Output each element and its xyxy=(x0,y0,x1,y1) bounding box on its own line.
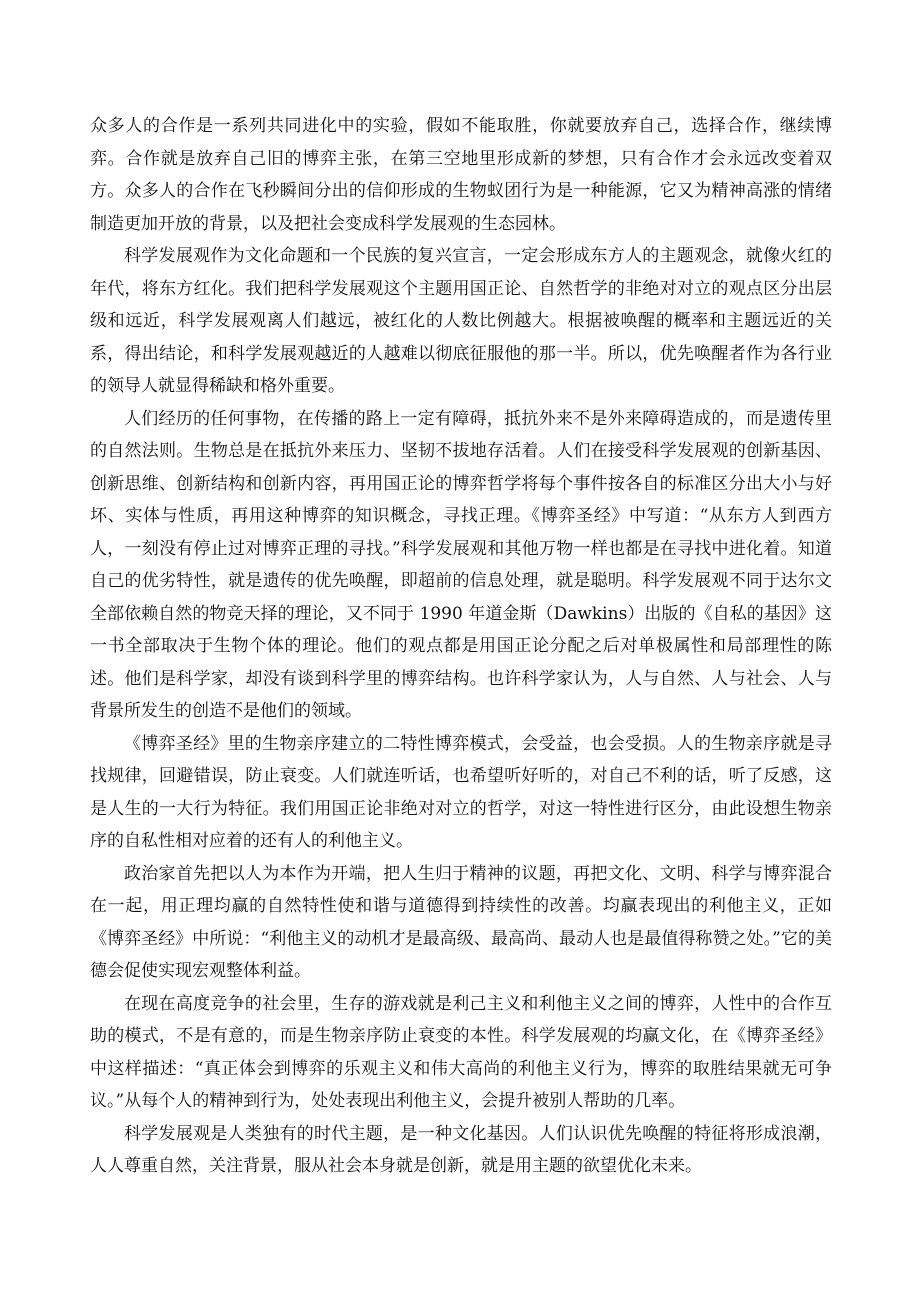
paragraph-2: 科学发展观作为文化命题和一个民族的复兴宣言，一定会形成东方人的主题观念，就像火红的年代，将东方红化。我们把科学发展观这个主题用国正论、自然哲学的非绝对对立的观点区分出层级和远近，科学发展观离人们越远，被红化的人数比例越大。根据被唤醒的概率和主题远近的关系，得出结论，和科学发展观越近的人越难以彻底征服他的那一半。所以，优先唤醒者作为各行业的领导人就显得稀缺和格外重要。 xyxy=(90,246,832,396)
document-body xyxy=(90,110,832,1183)
paragraph-5: 政治家首先把以人为本作为开端，把人生归于精神的议题，再把文化、文明、科学与博弈混合在一起，用正理均赢的自然特性使和谐与道德得到持续性的改善。均赢表现出的利他主义，正如《博弈圣经》中所说：“利他主义的动机才是最高级、最高尚、最动人也是最值得称赞之处。”它的美德会促使实现宏观整体利益。 xyxy=(90,863,832,981)
paragraph-3: 人们经历的任何事物，在传播的路上一定有障碍，抵抗外来不是外来障碍造成的，而是遗传里的自然法则。生物总是在抵抗外来压力、坚韧不拔地存活着。人们在接受科学发展观的创新基因、创新思维、创新结构和创新内容，再用国正论的博弈哲学将每个事件按各自的标准区分出大小与好坏、实体与性质，再用这种博弈的知识概念，寻找正理。《博弈圣经》中写道：“从东方人到西方人，一刻没有停止过对博弈正理的寻找。”科学发展观和其他万物一样也都是在寻找中进化着。知道自己的优劣特性，就是遗传的优先唤醒，即超前的信息处理，就是聪明。科学发展观不同于达尔文全部依赖自然的物竞天择的理论，又不同于 1990 年道金斯（Dawkins）出版的《自私的基因》这一书全部取决于生物个体的理论。他们的观点都是用国正论分配之后对单极属性和局部理性的陈述。他们是科学家，却没有谈到科学里的博弈结构。也许科学家认为，人与自然、人与社会、人与背景所发生的创造不是他们的领域。 xyxy=(90,408,832,721)
paragraph-6: 在现在高度竞争的社会里，生存的游戏就是利己主义和利他主义之间的博弈，人性中的合作互助的模式，不是有意的，而是生物亲序防止衰变的本性。科学发展观的均赢文化，在《博弈圣经》中这样描述：“真正体会到博弈的乐观主义和伟大高尚的利他主义行为，博弈的取胜结果就无可争议。”从每个人的精神到行为，处处表现出利他主义，会提升被别人帮助的几率。 xyxy=(90,993,832,1111)
paragraph-1: 众多人的合作是一系列共同进化中的实验，假如不能取胜，你就要放弃自己，选择合作，继续博弈。合作就是放弃自己旧的博弈主张，在第三空地里形成新的梦想，只有合作才会永远改变着双方。众多人的合作在飞秒瞬间分出的信仰形成的生物蚁团行为是一种能源，它又为精神高涨的情绪制造更加开放的背景，以及把社会变成科学发展观的生态园林。 xyxy=(90,116,832,234)
paragraph-7: 科学发展观是人类独有的时代主题，是一种文化基因。人们认识优先唤醒的特征将形成浪潮，人人尊重自然，关注背景，服从社会本身就是创新，就是用主题的欲望优化未来。 xyxy=(90,1123,832,1176)
paragraph-4: 《博弈圣经》里的生物亲序建立的二特性博弈模式，会受益，也会受损。人的生物亲序就是寻找规律，回避错误，防止衰变。人们就连听话，也希望听好听的，对自己不利的话，听了反感，这是人生的一大行为特征。我们用国正论非绝对对立的哲学，对这一特性进行区分，由此设想生物亲序的自私性相对应着的还有人的利他主义。 xyxy=(90,733,832,851)
